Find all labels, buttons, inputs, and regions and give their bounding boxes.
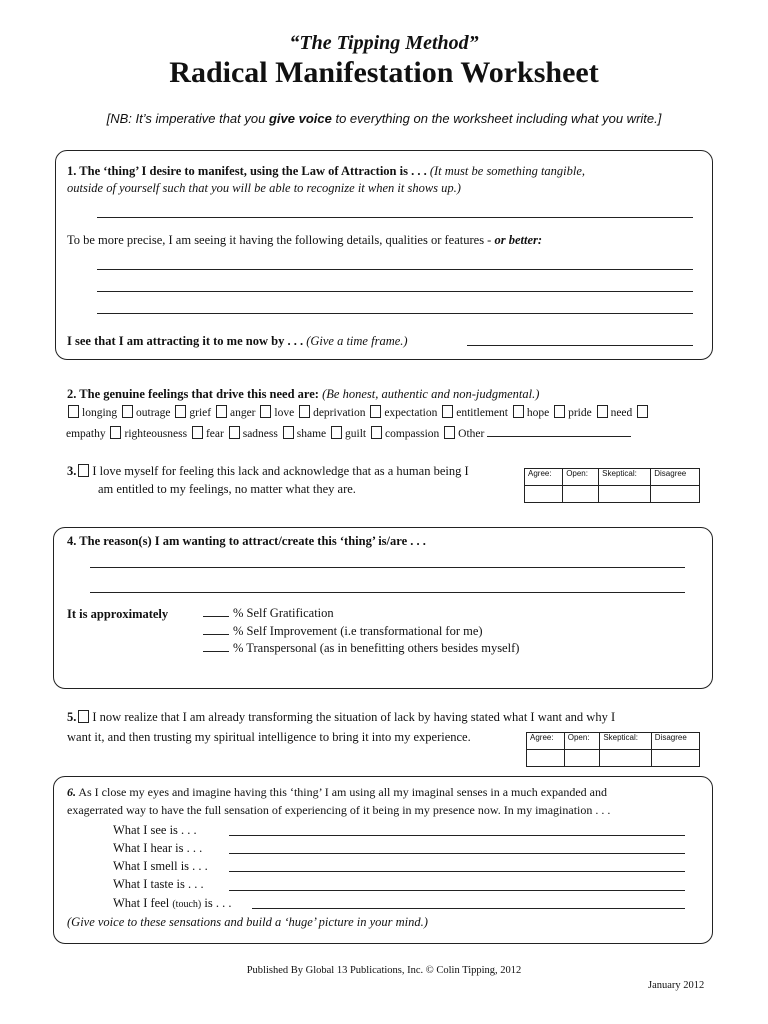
- checkbox[interactable]: [299, 405, 310, 418]
- checkbox[interactable]: [597, 405, 608, 418]
- feel-line[interactable]: [252, 908, 685, 909]
- pct-self-improvement: % Self Improvement (i.e transformational for me): [203, 624, 483, 639]
- pct-transpersonal: % Transpersonal (as in benefitting others besides myself): [203, 641, 519, 656]
- section-1-question: 1. The ‘thing’ I desire to manifest, using the Law of Attraction is . . . (It must be something tangible,: [67, 164, 586, 178]
- smell-label: What I smell is . . .: [113, 859, 208, 873]
- taste-label: What I taste is . . .: [113, 877, 204, 891]
- checkbox[interactable]: [175, 405, 186, 418]
- publisher-footer: Published By Global 13 Publications, Inc. © Colin Tipping, 2012: [246, 965, 522, 976]
- checkbox[interactable]: [78, 464, 89, 477]
- feelings-row-1: longing outrage grief anger love deprivation expectation entitlement hope pride need: [66, 405, 651, 421]
- checkbox[interactable]: [216, 405, 227, 418]
- worksheet-subtitle: “The Tipping Method”: [289, 32, 479, 54]
- section-5-statement-cont: want it, and then trusting my spiritual intelligence to bring it into my experience.: [67, 730, 471, 744]
- section-5-statement: 5. I now realize that I am already transforming the situation of lack by having stated what I want and why I: [67, 710, 616, 724]
- other-feeling-line[interactable]: [487, 436, 631, 437]
- see-label: What I see is . . .: [113, 823, 197, 837]
- nb-note: [NB: It’s imperative that you give voice to everything on the worksheet including what you write.]: [106, 111, 662, 126]
- section-6-statement: 6. As I close my eyes and imagine having this ‘thing’ I am using all my imaginal senses in a much expanded and: [67, 785, 607, 799]
- smell-line[interactable]: [229, 871, 685, 872]
- checkbox[interactable]: [110, 426, 121, 439]
- section-3-statement-cont: am entitled to my feelings, no matter what they are.: [98, 482, 356, 496]
- rating-disagree[interactable]: Disagree: [651, 469, 700, 486]
- hear-line[interactable]: [229, 853, 685, 854]
- taste-line[interactable]: [229, 890, 685, 891]
- checkbox[interactable]: [331, 426, 342, 439]
- checkbox[interactable]: [78, 710, 89, 723]
- footer-date: January 2012: [648, 980, 705, 991]
- details-line-1[interactable]: [97, 269, 693, 270]
- checkbox[interactable]: [192, 426, 203, 439]
- section-6-closing: (Give voice to these sensations and build a ‘huge’ picture in your mind.): [67, 915, 428, 929]
- checkbox[interactable]: [444, 426, 455, 439]
- checkbox[interactable]: [260, 405, 271, 418]
- pct-self-gratification: % Self Gratification: [203, 606, 334, 621]
- checkbox[interactable]: [122, 405, 133, 418]
- checkbox[interactable]: [442, 405, 453, 418]
- precise-prompt: To be more precise, I am seeing it having the following details, qualities or features - or better:: [67, 233, 543, 247]
- details-line-2[interactable]: [97, 291, 693, 292]
- rating-skeptical[interactable]: Skeptical:: [599, 469, 651, 486]
- details-line-3[interactable]: [97, 313, 693, 314]
- rating-agree[interactable]: Agree:: [527, 733, 565, 750]
- checkbox[interactable]: [229, 426, 240, 439]
- feelings-row-2: empathy righteousness fear sadness shame guilt compassion Other: [66, 426, 631, 442]
- reason-line-2[interactable]: [90, 592, 685, 593]
- rating-disagree[interactable]: Disagree: [651, 733, 699, 750]
- checkbox[interactable]: [283, 426, 294, 439]
- time-frame-line[interactable]: [467, 345, 693, 346]
- section-6-statement-cont: exagerrated way to have the full sensation of experiencing of it being in my presence now. In my imagination . . .: [67, 803, 611, 817]
- attracting-prompt: I see that I am attracting it to me now by . . . (Give a time frame.): [67, 334, 408, 348]
- section-4-question: 4. The reason(s) I am wanting to attract/create this ‘thing’ is/are . . .: [67, 534, 426, 548]
- section-2-question: 2. The genuine feelings that drive this need are: (Be honest, authentic and non-judgmental.): [67, 387, 540, 401]
- hear-label: What I hear is . . .: [113, 841, 203, 855]
- rating-agree[interactable]: Agree:: [525, 469, 563, 486]
- thing-answer-line[interactable]: [97, 217, 693, 218]
- checkbox[interactable]: [637, 405, 648, 418]
- checkbox[interactable]: [371, 426, 382, 439]
- section-3-statement: 3. I love myself for feeling this lack and acknowledge that as a human being I: [67, 464, 469, 478]
- rating-table-5: [526, 732, 700, 767]
- checkbox[interactable]: [370, 405, 381, 418]
- reason-line-1[interactable]: [90, 567, 685, 568]
- rating-open[interactable]: Open:: [563, 469, 599, 486]
- worksheet-title: Radical Manifestation Worksheet: [169, 56, 599, 89]
- checkbox[interactable]: [554, 405, 565, 418]
- rating-skeptical[interactable]: Skeptical:: [600, 733, 651, 750]
- rating-table-3: [524, 468, 700, 503]
- checkbox[interactable]: [513, 405, 524, 418]
- checkbox[interactable]: [68, 405, 79, 418]
- section-1-note: outside of yourself such that you will be able to recognize it when it shows up.): [67, 181, 461, 195]
- see-line[interactable]: [229, 835, 685, 836]
- feel-label: What I feel (touch) is . . .: [113, 896, 232, 910]
- rating-open[interactable]: Open:: [564, 733, 600, 750]
- approximately-label: It is approximately: [67, 607, 169, 621]
